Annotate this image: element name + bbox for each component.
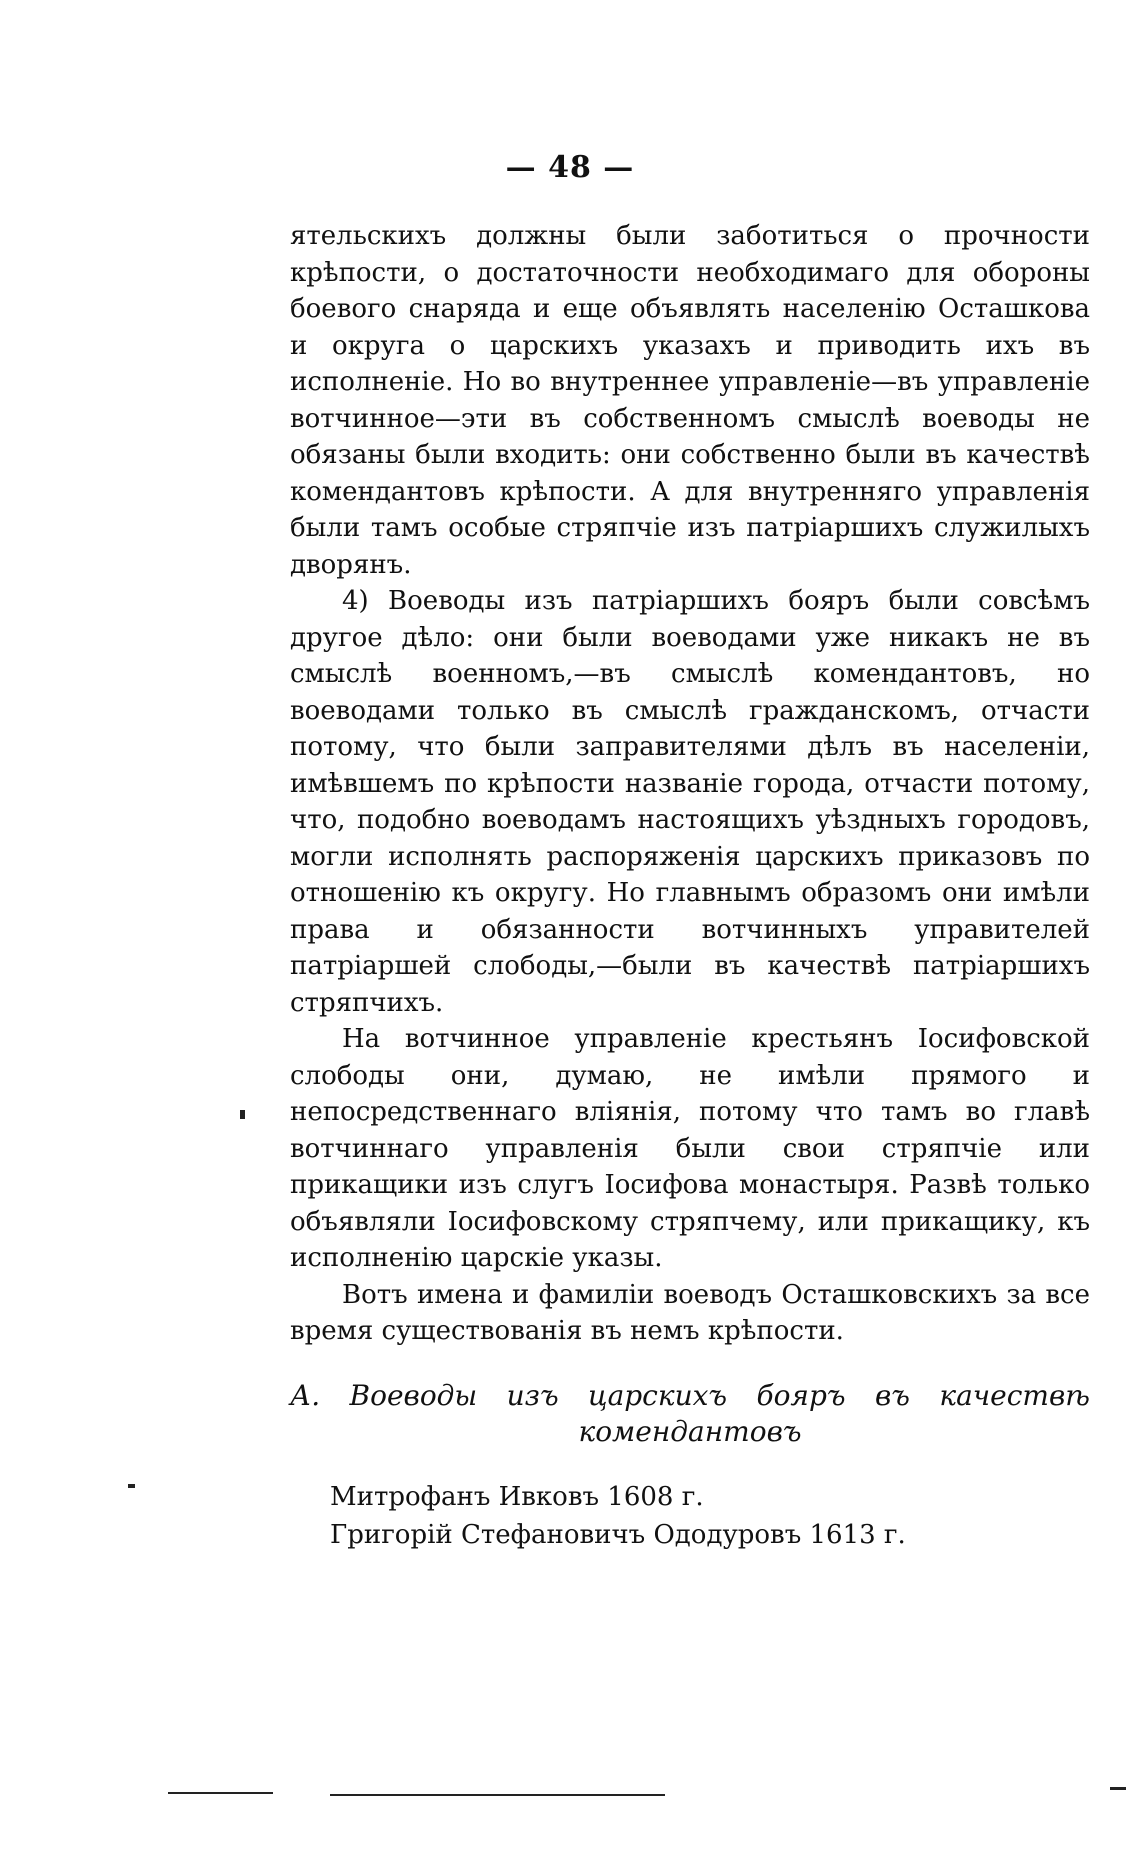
voevody-list — [330, 1478, 1090, 1554]
list-item: Григорій Стефановичъ Ододуровъ 1613 г. — [330, 1519, 906, 1550]
bottom-rule-left — [168, 1792, 273, 1794]
bottom-corner-mark — [1110, 1787, 1126, 1790]
page-number: — 48 — — [505, 150, 635, 185]
paragraph-patriarch-voevody: 4) Воеводы изъ патріаршихъ бояръ были совсѣмъ другое дѣло: они были воеводами уже никакъ не въ смыслѣ военномъ,—въ смыслѣ комендантовъ, но воеводами только въ смыслѣ гражданскомъ, отчасти потому, что были заправителями дѣлъ въ населеніи, имѣвшемъ по крѣпости названіе города, отчасти потому, что, подобно воеводамъ настоящихъ уѣздныхъ городовъ, могли исполнять распоряженія царскихъ приказовъ по отношенію къ округу. Но главнымъ образомъ они имѣли права и обязанности вотчинныхъ управителей патріаршей слободы,—были въ качествѣ патріаршихъ стряпчихъ. — [290, 586, 1090, 1018]
paragraph-names-intro: Вотъ имена и фамиліи воеводъ Осташковскихъ за все время существованія въ немъ крѣпости. — [290, 1279, 1090, 1346]
page-body — [290, 218, 1090, 1554]
list-item: Митрофанъ Ивковъ 1608 г. — [330, 1481, 704, 1512]
bottom-rule-center — [330, 1794, 665, 1796]
section-heading: А. Воеводы изъ царскихъ бояръ въ качествѣ комендантовъ — [290, 1378, 1090, 1448]
paragraph-votchina-management: На вотчинное управленіе крестьянъ Іосифовской слободы они, думаю, не имѣли прямого и непосредственнаго вліянія, потому что тамъ во главѣ вотчиннаго управленія были свои стряпчіе или прикащики изъ слугъ Іосифова монастыря. Развѣ только объявляли Іосифовскому стряпчему, или прикащику, къ исполненію царскіе указы. — [290, 1024, 1090, 1273]
margin-dot-mark — [240, 1110, 245, 1119]
margin-tick-mark — [128, 1484, 135, 1488]
paragraph-continuation: ятельскихъ должны были заботиться о прочности крѣпости, о достаточности необходимаго для обороны боевого снаряда и еще объявлять населенію Осташкова и округа о царскихъ указахъ и приводить ихъ въ исполненіе. Но во внутреннее управленіе—въ управленіе вотчинное—эти въ собственномъ смыслѣ воеводы не обязаны были входить: они собственно были въ качествѣ комендантовъ крѣпости. А для внутренняго управленія были тамъ особые стряпчіе изъ патріаршихъ служилыхъ дворянъ. — [290, 221, 1090, 580]
